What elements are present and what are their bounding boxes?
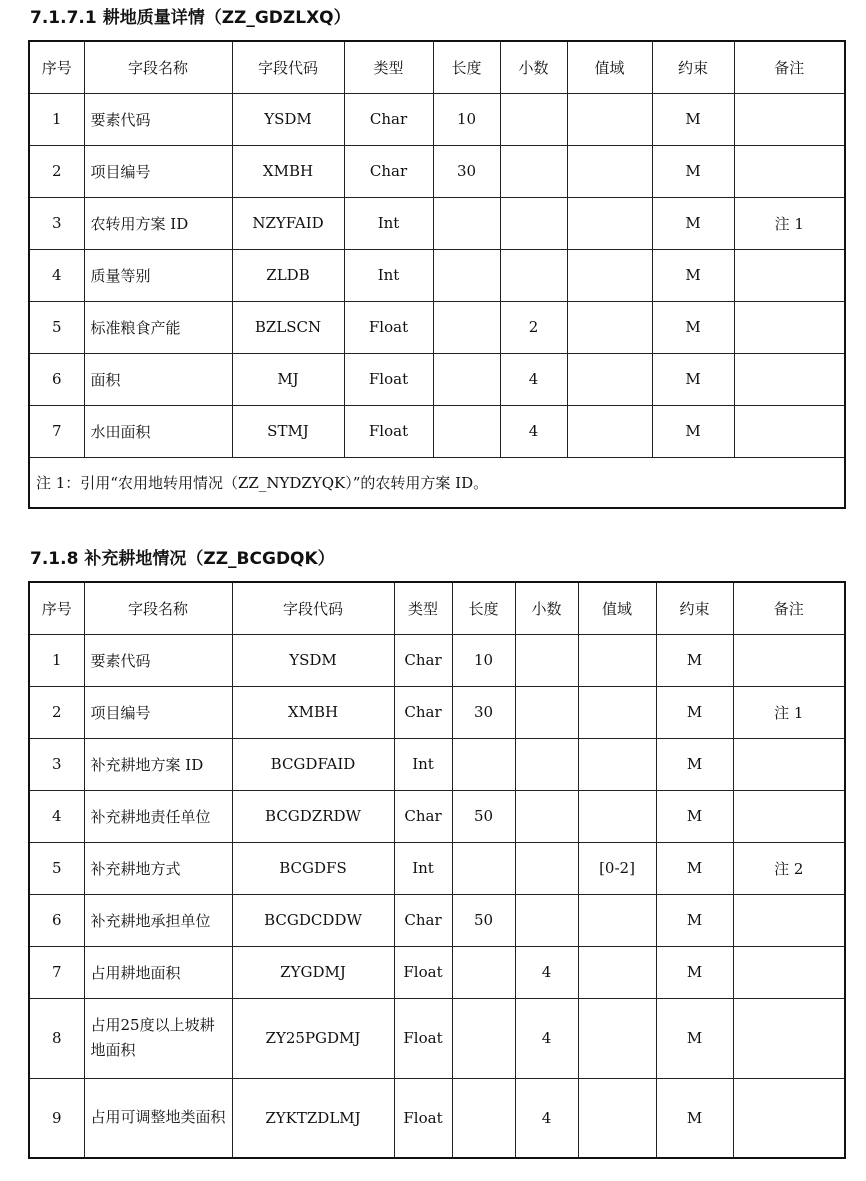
table-cell: BCGDCDDW — [232, 894, 394, 946]
table-cell: 1 — [29, 93, 84, 145]
section-number: 7.1.7.1 — [30, 8, 97, 28]
table-cell — [452, 1078, 515, 1158]
table-note-row — [29, 457, 845, 508]
table-cell: Int — [344, 197, 433, 249]
table-cell: XMBH — [232, 145, 344, 197]
table-cell: BCGDZRDW — [232, 790, 394, 842]
table-cell — [733, 634, 845, 686]
table-cell: 1 — [29, 634, 84, 686]
table-cell: 9 — [29, 1078, 84, 1158]
table-row — [29, 93, 845, 145]
column-header: 长度 — [433, 41, 500, 93]
table-cell: Int — [394, 738, 452, 790]
table-row — [29, 353, 845, 405]
table-cell — [567, 93, 652, 145]
table-cell: M — [656, 790, 733, 842]
table-cell: Float — [344, 405, 433, 457]
section-title: 耕地质量详情（ZZ_GDZLXQ） — [102, 8, 351, 28]
table-cell: 项目编号 — [84, 145, 232, 197]
column-header: 字段名称 — [84, 41, 232, 93]
table-cell: 50 — [452, 894, 515, 946]
table-cell: 6 — [29, 353, 84, 405]
table-cell — [567, 197, 652, 249]
table-row — [29, 405, 845, 457]
column-header: 长度 — [452, 582, 515, 634]
table-cell — [578, 1078, 656, 1158]
table-cell: 50 — [452, 790, 515, 842]
table-cell — [515, 842, 578, 894]
table-cell — [515, 686, 578, 738]
column-header: 字段名称 — [84, 582, 232, 634]
table-cell: 3 — [29, 197, 84, 249]
table-header-row — [29, 41, 845, 93]
section-number: 7.1.8 — [30, 549, 79, 569]
table-row — [29, 145, 845, 197]
table-cell — [734, 249, 845, 301]
table-cell: 4 — [500, 405, 567, 457]
table-cell: Char — [344, 145, 433, 197]
table-cell — [433, 197, 500, 249]
table-cell: 7 — [29, 405, 84, 457]
table-cell — [578, 790, 656, 842]
column-header: 约束 — [656, 582, 733, 634]
table-cell: 补充耕地方案 ID — [84, 738, 232, 790]
table-cell: 农转用方案 ID — [84, 197, 232, 249]
table-cell: 4 — [515, 1078, 578, 1158]
section-heading-1 — [30, 10, 351, 27]
table-cell: M — [656, 946, 733, 998]
table-cell — [733, 894, 845, 946]
table-cell: M — [656, 998, 733, 1078]
table-cell: NZYFAID — [232, 197, 344, 249]
table-cell: M — [652, 405, 734, 457]
table-cell — [578, 686, 656, 738]
table-cell — [567, 249, 652, 301]
table-cell — [433, 405, 500, 457]
table-cell: Char — [394, 894, 452, 946]
table-cell: Float — [344, 353, 433, 405]
table-cell: BCGDFAID — [232, 738, 394, 790]
table-cell: M — [652, 353, 734, 405]
table-cell: XMBH — [232, 686, 394, 738]
column-header: 序号 — [29, 582, 84, 634]
table-cell: Float — [394, 946, 452, 998]
table-cell: M — [656, 842, 733, 894]
table-cell — [733, 998, 845, 1078]
column-header: 字段代码 — [232, 582, 394, 634]
field-table-gdzlxq — [28, 40, 846, 509]
column-header: 值域 — [578, 582, 656, 634]
section-title: 补充耕地情况（ZZ_BCGDQK） — [84, 549, 335, 569]
column-header: 类型 — [394, 582, 452, 634]
table-cell: 2 — [29, 145, 84, 197]
table-cell — [515, 894, 578, 946]
table-cell: 占用耕地面积 — [84, 946, 232, 998]
table-row — [29, 790, 845, 842]
table-cell: 补充耕地方式 — [84, 842, 232, 894]
table-row — [29, 738, 845, 790]
table-cell: Char — [394, 686, 452, 738]
table-cell: 注 2 — [733, 842, 845, 894]
table-cell — [500, 145, 567, 197]
table-cell — [734, 145, 845, 197]
table-cell: 注 1 — [733, 686, 845, 738]
table-cell: ZLDB — [232, 249, 344, 301]
table-cell: 水田面积 — [84, 405, 232, 457]
table-cell: M — [656, 634, 733, 686]
column-header: 类型 — [344, 41, 433, 93]
table-cell: 7 — [29, 946, 84, 998]
table-cell: 4 — [515, 946, 578, 998]
table-cell — [733, 1078, 845, 1158]
table-row — [29, 686, 845, 738]
table-cell — [500, 93, 567, 145]
column-header: 小数 — [515, 582, 578, 634]
table-cell: 4 — [515, 998, 578, 1078]
table-cell: 4 — [29, 249, 84, 301]
table-cell — [578, 998, 656, 1078]
table-cell: 10 — [433, 93, 500, 145]
table-cell: 5 — [29, 842, 84, 894]
table-cell: 10 — [452, 634, 515, 686]
table-cell: Char — [394, 790, 452, 842]
table-cell: 标准粮食产能 — [84, 301, 232, 353]
table-cell — [452, 738, 515, 790]
table-row — [29, 946, 845, 998]
table-cell: 补充耕地承担单位 — [84, 894, 232, 946]
section-heading-2 — [30, 551, 335, 568]
table-cell: ZYKTZDLMJ — [232, 1078, 394, 1158]
table-row — [29, 634, 845, 686]
table-cell — [578, 634, 656, 686]
table-cell: 占用可调整地类面积 — [84, 1078, 232, 1158]
table-cell: M — [652, 197, 734, 249]
table-cell: ZY25PGDMJ — [232, 998, 394, 1078]
table-cell: 面积 — [84, 353, 232, 405]
table-cell: 要素代码 — [84, 634, 232, 686]
table-cell: M — [656, 1078, 733, 1158]
table-cell: 4 — [29, 790, 84, 842]
table-note: 注 1：引用“农用地转用情况（ZZ_NYDZYQK）”的农转用方案 ID。 — [29, 457, 845, 508]
table-cell — [734, 353, 845, 405]
table-header-row — [29, 582, 845, 634]
table-cell: 注 1 — [734, 197, 845, 249]
table-cell: STMJ — [232, 405, 344, 457]
column-header: 备注 — [734, 41, 845, 93]
table-cell — [733, 946, 845, 998]
table-cell — [567, 301, 652, 353]
table-cell: BCGDFS — [232, 842, 394, 894]
table-cell: M — [652, 301, 734, 353]
table-cell: 5 — [29, 301, 84, 353]
table-cell — [567, 353, 652, 405]
table-cell — [578, 946, 656, 998]
table-cell: 30 — [433, 145, 500, 197]
table-cell: 3 — [29, 738, 84, 790]
table-cell — [578, 894, 656, 946]
table-cell — [515, 790, 578, 842]
table-cell: ZYGDMJ — [232, 946, 394, 998]
table-cell: Float — [344, 301, 433, 353]
table-cell: 4 — [500, 353, 567, 405]
table-cell: 8 — [29, 998, 84, 1078]
table-cell: 项目编号 — [84, 686, 232, 738]
table-row — [29, 894, 845, 946]
table-cell: BZLSCN — [232, 301, 344, 353]
table-cell — [515, 738, 578, 790]
table-cell: YSDM — [232, 634, 394, 686]
table-cell: Int — [344, 249, 433, 301]
table-cell — [733, 738, 845, 790]
table-cell — [578, 738, 656, 790]
field-table-bcgdqk — [28, 581, 846, 1159]
table-cell — [500, 249, 567, 301]
table-cell: M — [656, 686, 733, 738]
table-cell: 6 — [29, 894, 84, 946]
table-cell — [567, 145, 652, 197]
table-cell: M — [652, 249, 734, 301]
column-header: 字段代码 — [232, 41, 344, 93]
table-cell — [433, 249, 500, 301]
table-row — [29, 1078, 845, 1158]
table-cell: Int — [394, 842, 452, 894]
table-cell: YSDM — [232, 93, 344, 145]
table-cell — [452, 998, 515, 1078]
table-cell — [452, 842, 515, 894]
table-cell — [733, 790, 845, 842]
table-cell — [500, 197, 567, 249]
column-header: 序号 — [29, 41, 84, 93]
table-cell — [433, 301, 500, 353]
table-cell — [567, 405, 652, 457]
table-cell: M — [656, 738, 733, 790]
table-cell — [734, 93, 845, 145]
table-cell: 2 — [500, 301, 567, 353]
table-cell — [734, 301, 845, 353]
column-header: 值域 — [567, 41, 652, 93]
table-cell — [452, 946, 515, 998]
table-cell: 要素代码 — [84, 93, 232, 145]
table-cell: Char — [344, 93, 433, 145]
column-header: 小数 — [500, 41, 567, 93]
table-row — [29, 842, 845, 894]
table-row — [29, 197, 845, 249]
column-header: 备注 — [733, 582, 845, 634]
table-row — [29, 998, 845, 1078]
table-cell: M — [652, 145, 734, 197]
table-cell — [433, 353, 500, 405]
table-cell: Float — [394, 1078, 452, 1158]
table-cell: 占用25度以上坡耕地面积 — [84, 998, 232, 1078]
table-cell: M — [652, 93, 734, 145]
table-cell — [515, 634, 578, 686]
table-cell: 30 — [452, 686, 515, 738]
table-cell: 2 — [29, 686, 84, 738]
table-cell: 补充耕地责任单位 — [84, 790, 232, 842]
table-row — [29, 301, 845, 353]
column-header: 约束 — [652, 41, 734, 93]
table-cell — [734, 405, 845, 457]
table-cell: Char — [394, 634, 452, 686]
table-cell: 质量等别 — [84, 249, 232, 301]
table-row — [29, 249, 845, 301]
table-cell: M — [656, 894, 733, 946]
table-cell: MJ — [232, 353, 344, 405]
table-cell: [0-2] — [578, 842, 656, 894]
table-cell: Float — [394, 998, 452, 1078]
